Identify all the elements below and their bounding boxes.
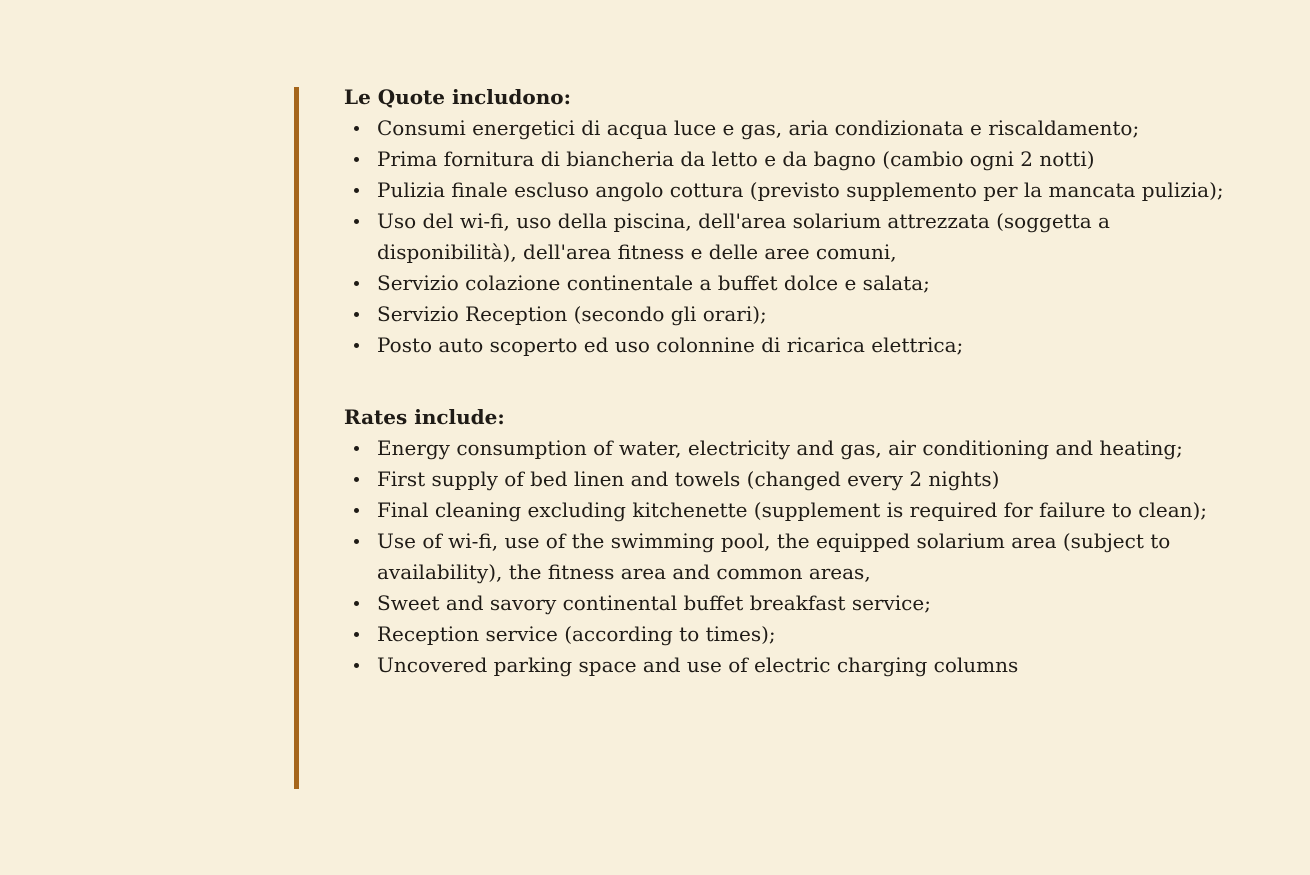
italian-list-item: Uso del wi-fi, uso della piscina, dell'area solarium attrezzata (soggetta a disponibilità), dell'area fitness e delle aree comuni,	[344, 206, 1224, 268]
english-section-title: Rates include:	[344, 405, 505, 429]
english-list-item: Final cleaning excluding kitchenette (supplement is required for failure to clean);	[344, 495, 1224, 526]
italian-list-item: Consumi energetici di acqua luce e gas, aria condizionata e riscaldamento;	[344, 113, 1224, 144]
italian-list-item: Pulizia finale escluso angolo cottura (previsto supplemento per la mancata pulizia);	[344, 175, 1224, 206]
accent-bar	[294, 87, 299, 789]
english-list-item: Reception service (according to times);	[344, 619, 1224, 650]
italian-list-item: Servizio Reception (secondo gli orari);	[344, 299, 1224, 330]
english-list	[344, 433, 1224, 681]
section-spacer	[344, 361, 1224, 402]
english-list-item: Uncovered parking space and use of electric charging columns	[344, 650, 1224, 681]
italian-list-item: Prima fornitura di biancheria da letto e da bagno (cambio ogni 2 notti)	[344, 144, 1224, 175]
italian-list	[344, 113, 1224, 361]
english-list-item: Energy consumption of water, electricity and gas, air conditioning and heating;	[344, 433, 1224, 464]
english-list-item: First supply of bed linen and towels (changed every 2 nights)	[344, 464, 1224, 495]
rates-content	[344, 82, 1224, 681]
english-list-item: Use of wi-fi, use of the swimming pool, the equipped solarium area (subject to availability), the fitness area and common areas,	[344, 526, 1224, 588]
italian-list-item: Posto auto scoperto ed uso colonnine di ricarica elettrica;	[344, 330, 1224, 361]
italian-list-item: Servizio colazione continentale a buffet dolce e salata;	[344, 268, 1224, 299]
italian-section-title: Le Quote includono:	[344, 85, 572, 109]
english-list-item: Sweet and savory continental buffet breakfast service;	[344, 588, 1224, 619]
